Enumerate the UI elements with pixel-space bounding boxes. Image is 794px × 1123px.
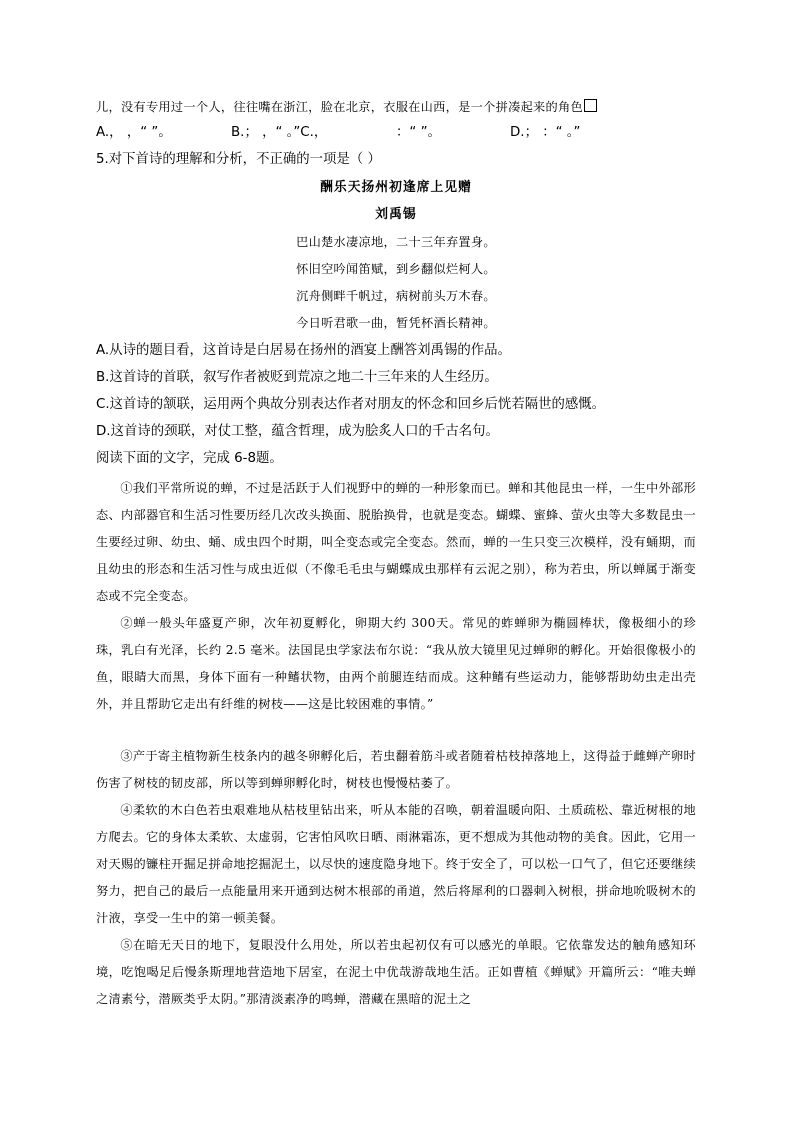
poem-title: 酬乐天扬州初逢席上见赠 [320,180,472,195]
continued-option-text [96,97,696,117]
paragraph-5: ⑤在暗无天日的地下，复眼没什么用处，所以若虫起初仅有可以感光的单眼。它依靠发达的触角感知环境，吃饱喝足后慢条斯理地营造地下居室，在泥土中优哉游哉地生活。正如曹植《蝉赋》开篇所云：“唯夫蝉之清素兮，潜厥类乎太阴。”那清淡素净的鸣蝉，潜藏在黑暗的泥土之 [96,938,696,1006]
question-5: 5.对下首诗的理解和分析，不正确的一项是（ ） [96,152,381,167]
option-c-rest: ：“ ”。 [396,125,441,140]
paragraph-2: ②蝉一般头年盛夏产卵，次年初夏孵化，卵期大约 300天。常见的蚱蝉卵为椭圆棒状，像极细小的珍珠，乳白有光泽，长约 2.5 毫米。法国昆虫学家法布尔说：“我从放大镜里见过蝉卵的孵化。开始很像极小的鱼，眼睛大而黑，身体下面有一种鳍状物，由两个前腿连结而成。这种鳍有些运动力，能够帮助幼虫走出壳外，并且帮助它走出有纤维的树枝——这是比较困难的事情。” [96,616,696,711]
choice-d: D.这首诗的颈联，对仗工整，蕴含哲理，成为脍炙人口的千古名句。 [96,424,499,439]
poem-line: 巴山楚水凄凉地，二十三年弃置身。 [296,235,496,249]
poem-author: 刘禹锡 [375,207,417,222]
paragraph-4: ④柔软的木白色若虫艰难地从枯枝里钻出来，听从本能的召唤，朝着温暖向阳、土质疏松、靠近树根的地方爬去。它的身体太柔软、太虚弱，它害怕风吹日晒、雨淋霜冻，更不想成为其他动物的美食。因此，它用一对天赐的镰柱开掘足拼命地挖掘泥土，以尽快的速度隐身地下。终于安全了，可以松一口气了，但它还要继续努力，把自己的最后一点能量用来开通到达树木根部的甬道，然后将犀利的口器刺入树根，拼命地吮吸树木的汁液，享受一生中的第一顿美餐。 [96,803,696,925]
choice-a: A.从诗的题目看，这首诗是白居易在扬州的酒宴上酬答刘禹锡的作品。 [96,343,511,358]
option-a: A.， ，“ ”。 [96,125,172,140]
continued-option-sentence: 儿，没有专用过一个人，往往嘴在浙江，脸在北京，衣服在山西，是一个拼凑起来的角色 [96,100,584,114]
poem-line: 沉舟侧畔千帆过，病树前头万木春。 [296,289,496,303]
choice-c: C.这首诗的颔联，运用两个典故分别表达作者对朋友的怀念和回乡后恍若隔世的感慨。 [96,397,606,412]
option-d: D.； ：“ 。” [510,125,581,140]
reading-instruction: 阅读下面的文字，完成 6-8题。 [96,451,283,466]
placeholder-box-icon [584,99,597,112]
choice-b: B.这首诗的首联，叙写作者被贬到荒凉之地二十三年来的人生经历。 [96,370,498,385]
paragraph-3: ③产于寄主植物新生枝条内的越冬卵孵化后，若虫翻着筋斗或者随着枯枝掉落地上，这得益于雌蝉产卵时伤害了树枝的韧皮部，所以等到蝉卵孵化时，树枝也慢慢枯萎了。 [96,749,696,790]
poem-line: 怀旧空吟闻笛赋，到乡翻似烂柯人。 [296,262,496,276]
option-b-c: B.； ，“ 。”C.， [231,125,328,140]
paragraph-1: ①我们平常所说的蝉，不过是活跃于人们视野中的蝉的一种形象而已。蝉和其他昆虫一样，一生中外部形态、内部器官和生活习性要历经几次改头换面、脱胎换骨，也就是变态。蝴蝶、蜜蜂、萤火虫等大多数昆虫一生要经过卵、幼虫、蛹、成虫四个时期，叫全变态或完全变态。然而，蝉的一生只变三次模样，没有蛹期，而且幼虫的形态和生活习性与成虫近似（不像毛毛虫与蝴蝶成虫那样有云泥之别），称为若虫，所以蝉属于渐变态或不完全变态。 [96,481,696,603]
poem-line: 今日听君歌一曲，暂凭杯酒长精神。 [296,316,496,330]
